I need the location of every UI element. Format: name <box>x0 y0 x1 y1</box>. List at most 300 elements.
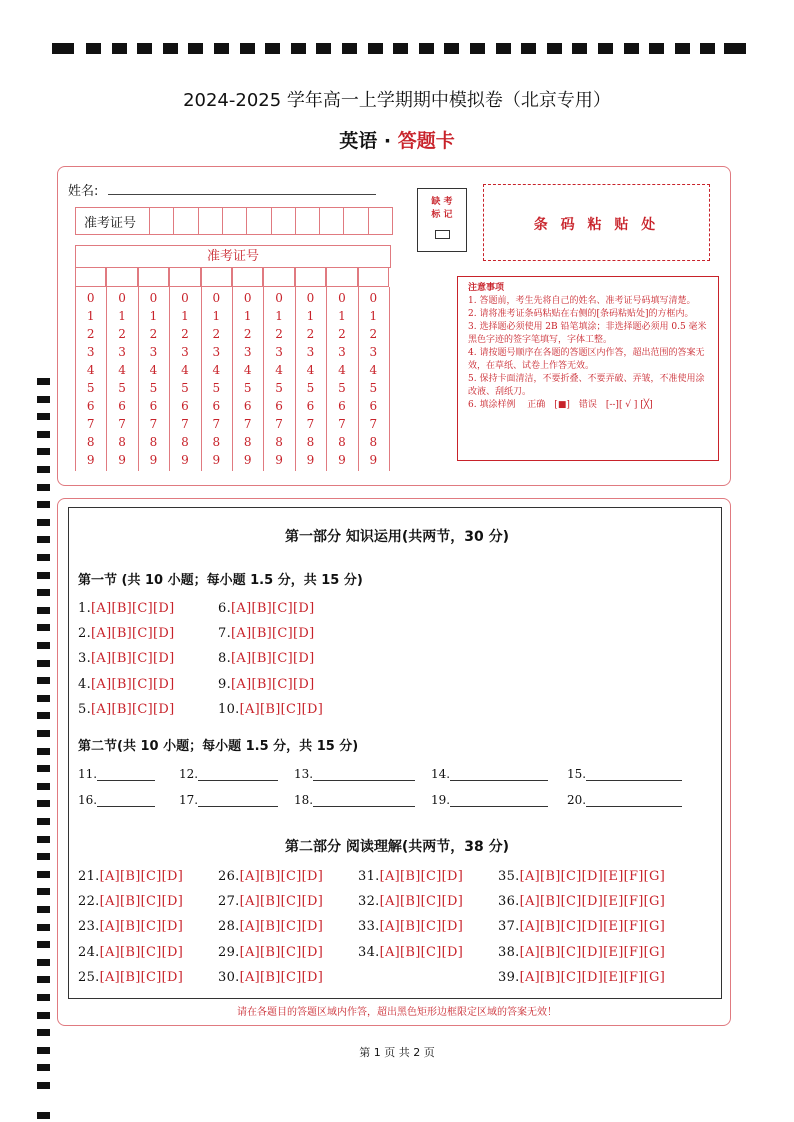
question-row <box>78 601 175 616</box>
question-row <box>78 869 183 884</box>
digit-bubble[interactable]: 3 <box>243 345 252 359</box>
digit-bubble[interactable]: 8 <box>243 435 252 449</box>
blank-line[interactable] <box>313 794 415 807</box>
alignment-mark <box>675 43 690 54</box>
digit-bubble[interactable]: 0 <box>243 291 252 305</box>
answer-options[interactable]: [A][B][C][D][E][F][G] <box>519 944 666 960</box>
question-row <box>78 702 175 717</box>
answer-options[interactable]: [A][B][C][D] <box>91 601 175 616</box>
blank-line[interactable] <box>198 794 278 807</box>
alignment-mark <box>624 43 639 54</box>
page-title: 2024-2025 学年高一上学期期中模拟卷（北京专用） <box>183 90 611 111</box>
digit-bubble[interactable]: 1 <box>212 309 221 323</box>
question-number: 26. <box>218 869 240 884</box>
alignment-mark <box>214 43 229 54</box>
digit-bubble[interactable]: 0 <box>118 291 126 305</box>
alignment-mark <box>724 43 746 54</box>
name-label: 姓名: <box>68 184 99 199</box>
digit-bubble[interactable]: 9 <box>181 453 189 467</box>
fill-blank <box>431 767 548 781</box>
alignment-mark <box>419 43 434 54</box>
digit-bubble[interactable]: 9 <box>118 453 126 467</box>
alignment-mark <box>188 43 203 54</box>
fill-blank <box>294 793 415 807</box>
blank-number: 19. <box>431 793 451 807</box>
exam-number-box[interactable] <box>198 208 223 234</box>
absent-label-2: 标 记 <box>431 210 453 220</box>
alignment-mark <box>700 43 715 54</box>
digit-bubble[interactable]: 2 <box>306 327 315 341</box>
alignment-mark <box>37 589 50 596</box>
digit-bubble[interactable]: 3 <box>369 345 378 359</box>
digit-bubble[interactable]: 5 <box>243 381 252 395</box>
digit-bubble[interactable]: 5 <box>181 381 189 395</box>
question-number: 37. <box>498 919 520 935</box>
digit-bubble[interactable]: 1 <box>86 309 95 323</box>
blank-number: 20. <box>567 793 587 807</box>
digit-bubble[interactable]: 8 <box>149 435 158 449</box>
digit-bubble[interactable]: 1 <box>306 309 315 323</box>
digit-bubble[interactable]: 4 <box>243 363 252 377</box>
notice-item: 5. 保持卡面清洁，不要折叠、不要弄破、弄皱，不准使用涂改液、刮纸刀。 <box>468 374 705 397</box>
alignment-mark <box>37 660 50 667</box>
question-row <box>498 970 665 985</box>
grid-column-input[interactable] <box>75 267 106 287</box>
digit-bubble[interactable]: 8 <box>338 435 346 449</box>
exam-number-grid <box>75 245 391 471</box>
digit-bubble[interactable]: 2 <box>118 327 126 341</box>
alignment-mark <box>112 43 127 54</box>
digit-bubble[interactable]: 7 <box>149 417 158 431</box>
alignment-mark <box>547 43 562 54</box>
alignment-mark <box>496 43 511 54</box>
digit-bubble[interactable]: 6 <box>212 399 221 413</box>
digit-bubble[interactable]: 5 <box>306 381 315 395</box>
digit-bubble[interactable]: 5 <box>86 381 95 395</box>
grid-column-input[interactable] <box>169 267 200 287</box>
top-alignment-marks <box>52 43 746 54</box>
grid-column-input[interactable] <box>358 267 389 287</box>
answer-options[interactable]: [A][B][C][D] <box>231 601 315 616</box>
alignment-mark <box>37 466 50 473</box>
alignment-mark <box>37 1064 50 1071</box>
answer-card-label: 答题卡 <box>397 130 455 152</box>
digit-bubble[interactable]: 7 <box>212 417 221 431</box>
alignment-mark <box>37 765 50 772</box>
question-row <box>218 894 323 909</box>
digit-bubble[interactable]: 7 <box>243 417 252 431</box>
answer-options[interactable]: [A][B][C][D] <box>91 651 175 667</box>
blank-number: 13. <box>294 767 314 781</box>
digit-bubble[interactable]: 3 <box>86 345 95 359</box>
blank-line[interactable] <box>586 794 682 807</box>
digit-bubble[interactable]: 0 <box>306 291 315 305</box>
digit-bubble[interactable]: 9 <box>306 453 315 467</box>
alignment-mark <box>444 43 459 54</box>
alignment-mark <box>37 800 50 807</box>
alignment-mark <box>37 624 50 631</box>
answer-options[interactable]: [A][B][C][D] <box>239 969 324 985</box>
digit-bubble[interactable]: 6 <box>243 399 252 413</box>
alignment-mark <box>37 994 50 1001</box>
question-number: 6. <box>218 601 232 616</box>
digit-bubble[interactable]: 1 <box>181 309 189 323</box>
answer-options[interactable]: [A][B][C][D][E][F][G] <box>519 919 666 935</box>
digit-bubble[interactable]: 0 <box>86 291 95 305</box>
alignment-mark <box>37 501 50 508</box>
alignment-mark <box>368 43 383 54</box>
digit-bubble[interactable]: 8 <box>118 435 126 449</box>
digit-bubble[interactable]: 1 <box>243 309 252 323</box>
exam-number-box[interactable] <box>319 208 344 234</box>
exam-number-row <box>75 207 393 235</box>
digit-bubble[interactable]: 3 <box>118 345 126 359</box>
question-number: 5. <box>78 701 92 717</box>
question-number: 24. <box>78 944 100 960</box>
digit-bubble[interactable]: 5 <box>212 381 221 395</box>
notice-item: 2. 请将准考证条码粘贴在右侧的[条码粘贴处]的方框内。 <box>468 309 694 319</box>
digit-bubble[interactable]: 8 <box>181 435 189 449</box>
digit-bubble[interactable]: 7 <box>338 417 346 431</box>
question-number: 8. <box>218 651 232 667</box>
alignment-mark <box>240 43 255 54</box>
answer-options[interactable]: [A][B][C][D] <box>239 944 324 960</box>
digit-bubble[interactable]: 4 <box>118 363 126 377</box>
digit-bubble[interactable]: 3 <box>306 345 315 359</box>
digit-bubble[interactable]: 2 <box>149 327 158 341</box>
digit-bubble[interactable]: 0 <box>369 291 378 305</box>
alignment-mark <box>37 976 50 983</box>
alignment-mark <box>598 43 613 54</box>
digit-bubble[interactable]: 0 <box>275 291 283 305</box>
fill-blank <box>431 793 548 807</box>
blank-line[interactable] <box>450 768 548 781</box>
grid-column-input[interactable] <box>263 267 294 287</box>
answer-options[interactable]: [A][B][C][D] <box>99 944 184 960</box>
digit-bubble[interactable]: 9 <box>369 453 378 467</box>
exam-number-box[interactable] <box>149 208 174 234</box>
question-number: 21. <box>78 869 100 884</box>
question-number: 25. <box>78 969 100 985</box>
digit-bubble[interactable]: 0 <box>212 291 221 305</box>
blank-line[interactable] <box>97 794 155 807</box>
blank-line[interactable] <box>313 768 415 781</box>
digit-bubble[interactable]: 3 <box>338 345 346 359</box>
question-number: 27. <box>218 894 240 910</box>
answer-options[interactable]: [A][B][C][D][E][F][G] <box>519 894 666 910</box>
part1-section2-title: 第二节(共 10 小题；每小题 1.5 分，共 15 分) <box>78 739 359 754</box>
answer-options[interactable]: [A][B][C][D] <box>239 894 324 910</box>
alignment-mark <box>316 43 331 54</box>
question-number: 22. <box>78 894 100 910</box>
question-row <box>498 945 665 960</box>
alignment-mark <box>37 572 50 579</box>
fill-blank <box>179 767 278 781</box>
notice-item: 3. 选择题必须使用 2B 铅笔填涂；非选择题必须用 0.5 毫米黑色字迹的签字笔填写，字体工整。 <box>468 322 707 345</box>
grid-column-input[interactable] <box>232 267 263 287</box>
question-row <box>78 919 183 934</box>
question-number: 34. <box>358 944 380 960</box>
alignment-mark <box>37 607 50 614</box>
answer-options[interactable]: [A][B][C][D] <box>91 701 175 717</box>
blank-number: 12. <box>179 767 199 781</box>
page-number: 第 1 页 共 2 页 <box>359 1046 435 1059</box>
notice-item: 4. 请按题号顺序在各题的答题区内作答，超出范围的答案无效，在草纸、试卷上作答无效。 <box>468 348 705 371</box>
grid-column-input[interactable] <box>326 267 357 287</box>
digit-bubble[interactable]: 3 <box>149 345 158 359</box>
digit-bubble[interactable]: 9 <box>212 453 221 467</box>
question-row <box>218 626 315 641</box>
alignment-mark <box>37 748 50 755</box>
digit-bubble[interactable]: 8 <box>369 435 378 449</box>
question-row <box>358 869 463 884</box>
absent-mark-box <box>417 188 467 252</box>
alignment-mark <box>37 378 50 385</box>
subject-label: 英语 <box>339 130 378 152</box>
answer-options[interactable]: [A][B][C][D] <box>99 969 184 985</box>
digit-bubble[interactable]: 2 <box>338 327 346 341</box>
digit-bubble[interactable]: 2 <box>369 327 378 341</box>
digit-bubble[interactable]: 5 <box>369 381 378 395</box>
digit-bubble[interactable]: 5 <box>149 381 158 395</box>
digit-bubble[interactable]: 6 <box>149 399 158 413</box>
digit-bubble[interactable]: 8 <box>212 435 221 449</box>
digit-bubble[interactable]: 9 <box>149 453 158 467</box>
question-row <box>218 651 315 666</box>
digit-bubble[interactable]: 7 <box>369 417 378 431</box>
answer-options[interactable]: [A][B][C][D] <box>231 651 315 667</box>
digit-bubble[interactable]: 7 <box>118 417 126 431</box>
alignment-mark <box>137 43 152 54</box>
digit-bubble[interactable]: 8 <box>86 435 95 449</box>
alignment-mark <box>37 677 50 684</box>
blank-number: 11. <box>78 767 98 781</box>
alignment-mark <box>572 43 587 54</box>
fill-blank <box>294 767 415 781</box>
digit-bubble[interactable]: 1 <box>338 309 346 323</box>
question-number: 31. <box>358 869 380 884</box>
answer-options[interactable]: [A][B][C][D] <box>379 869 464 884</box>
exam-number-box[interactable] <box>271 208 296 234</box>
blank-number: 15. <box>567 767 587 781</box>
notice-item: 1. 答题前，考生先将自己的姓名、准考证号码填写清楚。 <box>468 296 696 306</box>
blank-number: 18. <box>294 793 314 807</box>
alignment-mark <box>37 818 50 825</box>
question-number: 2. <box>78 626 92 642</box>
digit-bubble[interactable]: 7 <box>306 417 315 431</box>
digit-bubble[interactable]: 9 <box>86 453 95 467</box>
answer-options[interactable]: [A][B][C][D] <box>99 919 184 935</box>
alignment-mark <box>37 431 50 438</box>
alignment-mark <box>37 1029 50 1036</box>
question-number: 29. <box>218 944 240 960</box>
digit-bubble[interactable]: 3 <box>275 345 283 359</box>
digit-bubble[interactable]: 1 <box>275 309 283 323</box>
question-number: 28. <box>218 919 240 935</box>
blank-number: 17. <box>179 793 199 807</box>
answer-options[interactable]: [A][B][C][D][E][F][G] <box>519 969 666 985</box>
exam-number-box[interactable] <box>368 208 393 234</box>
grid-column-input[interactable] <box>106 267 137 287</box>
question-number: 35. <box>498 869 520 884</box>
alignment-mark <box>37 906 50 913</box>
question-row <box>218 677 315 692</box>
digit-bubble[interactable]: 9 <box>243 453 252 467</box>
question-row <box>358 945 463 960</box>
answer-options[interactable]: [A][B][C][D] <box>379 894 464 910</box>
digit-bubble[interactable]: 3 <box>181 345 189 359</box>
exam-number-label: 准考证号 <box>84 216 137 231</box>
question-number: 39. <box>498 969 520 985</box>
digit-bubble[interactable]: 6 <box>306 399 315 413</box>
answer-options[interactable]: [A][B][C][D] <box>91 676 175 692</box>
alignment-mark <box>163 43 178 54</box>
blank-line[interactable] <box>97 768 155 781</box>
alignment-mark <box>291 43 306 54</box>
answer-options[interactable]: [A][B][C][D] <box>91 626 175 642</box>
digit-bubble[interactable]: 8 <box>275 435 283 449</box>
blank-line[interactable] <box>586 768 682 781</box>
fill-blank <box>78 793 155 807</box>
fill-blank <box>567 767 682 781</box>
alignment-mark <box>521 43 536 54</box>
question-number: 33. <box>358 919 380 935</box>
question-number: 36. <box>498 894 520 910</box>
answer-options[interactable]: [A][B][C][D] <box>231 626 315 642</box>
digit-bubble[interactable]: 2 <box>275 327 283 341</box>
question-number: 7. <box>218 626 232 642</box>
answer-options[interactable]: [A][B][C][D] <box>99 894 184 910</box>
alignment-mark <box>37 642 50 649</box>
absent-checkbox[interactable] <box>435 230 450 239</box>
alignment-mark <box>37 1112 50 1119</box>
digit-bubble[interactable]: 4 <box>369 363 378 377</box>
digit-bubble[interactable]: 6 <box>86 399 95 413</box>
digit-bubble[interactable]: 5 <box>118 381 126 395</box>
digit-bubble[interactable]: 0 <box>181 291 189 305</box>
digit-bubble[interactable]: 6 <box>118 399 126 413</box>
grid-column-input[interactable] <box>295 267 326 287</box>
blank-line[interactable] <box>450 794 548 807</box>
question-row <box>358 894 463 909</box>
exam-grid-title: 准考证号 <box>75 245 391 268</box>
blank-line[interactable] <box>198 768 278 781</box>
fill-blank <box>567 793 682 807</box>
barcode-label: 条 码 粘 贴 处 <box>533 217 660 233</box>
exam-number-box[interactable] <box>222 208 247 234</box>
question-row <box>218 970 323 985</box>
digit-bubble[interactable]: 7 <box>86 417 95 431</box>
answer-options[interactable]: [A][B][C][D] <box>231 676 315 692</box>
exam-number-box[interactable] <box>295 208 320 234</box>
digit-bubble[interactable]: 4 <box>275 363 283 377</box>
digit-bubble[interactable]: 2 <box>181 327 189 341</box>
question-number: 9. <box>218 676 232 692</box>
digit-bubble[interactable]: 4 <box>338 363 346 377</box>
digit-bubble[interactable]: 7 <box>181 417 189 431</box>
digit-bubble[interactable]: 3 <box>212 345 221 359</box>
digit-bubble[interactable]: 9 <box>338 453 346 467</box>
digit-bubble[interactable]: 2 <box>86 327 95 341</box>
digit-bubble[interactable]: 2 <box>212 327 221 341</box>
exam-number-box[interactable] <box>343 208 368 234</box>
answer-options[interactable]: [A][B][C][D] <box>239 701 324 717</box>
grid-column-input[interactable] <box>201 267 232 287</box>
answer-options[interactable]: [A][B][C][D][E][F][G] <box>519 869 666 884</box>
digit-bubble[interactable]: 8 <box>306 435 315 449</box>
question-row <box>78 626 175 641</box>
digit-bubble[interactable]: 5 <box>338 381 346 395</box>
name-field[interactable] <box>108 194 376 195</box>
alignment-mark <box>37 519 50 526</box>
question-number: 30. <box>218 969 240 985</box>
subtitle-dot: · <box>383 130 392 152</box>
digit-bubble[interactable]: 1 <box>369 309 378 323</box>
question-number: 1. <box>78 601 92 616</box>
alignment-mark <box>470 43 485 54</box>
digit-bubble[interactable]: 0 <box>338 291 346 305</box>
alignment-mark <box>37 484 50 491</box>
question-row <box>78 945 183 960</box>
exam-number-box[interactable] <box>173 208 198 234</box>
blank-number: 14. <box>431 767 451 781</box>
digit-bubble[interactable]: 1 <box>149 309 158 323</box>
digit-bubble[interactable]: 4 <box>149 363 158 377</box>
alignment-mark <box>86 43 101 54</box>
digit-bubble[interactable]: 6 <box>181 399 189 413</box>
digit-bubble[interactable]: 7 <box>275 417 283 431</box>
alignment-mark <box>37 1082 50 1089</box>
answer-options[interactable]: [A][B][C][D] <box>99 869 184 884</box>
question-row <box>218 601 315 616</box>
part2-title: 第二部分 阅读理解(共两节，38 分) <box>284 839 510 855</box>
alignment-mark <box>649 43 664 54</box>
alignment-mark <box>37 554 50 561</box>
answer-options[interactable]: [A][B][C][D] <box>379 919 464 935</box>
question-row <box>78 894 183 909</box>
digit-bubble[interactable]: 5 <box>275 381 283 395</box>
alignment-mark <box>37 924 50 931</box>
absent-label-1: 缺 考 <box>431 197 453 207</box>
digit-bubble[interactable]: 9 <box>275 453 283 467</box>
exam-number-box[interactable] <box>246 208 271 234</box>
alignment-mark <box>37 871 50 878</box>
question-row <box>218 919 323 934</box>
digit-bubble[interactable]: 1 <box>118 309 126 323</box>
digit-bubble[interactable]: 2 <box>243 327 252 341</box>
answer-options[interactable]: [A][B][C][D] <box>379 944 464 960</box>
question-row <box>358 919 463 934</box>
footer-warning: 请在各题目的答题区域内作答，超出黑色矩形边框限定区域的答案无效！ <box>237 1007 557 1018</box>
digit-bubble[interactable]: 4 <box>306 363 315 377</box>
answer-options[interactable]: [A][B][C][D] <box>239 869 324 884</box>
digit-bubble[interactable]: 4 <box>181 363 189 377</box>
alignment-mark <box>37 448 50 455</box>
blank-number: 16. <box>78 793 98 807</box>
question-row <box>498 894 665 909</box>
digit-bubble[interactable]: 4 <box>86 363 95 377</box>
question-number: 4. <box>78 676 92 692</box>
digit-bubble[interactable]: 4 <box>212 363 221 377</box>
digit-bubble[interactable]: 6 <box>369 399 378 413</box>
grid-column-line <box>389 287 390 471</box>
digit-bubble[interactable]: 0 <box>149 291 158 305</box>
digit-bubble[interactable]: 6 <box>338 399 346 413</box>
digit-bubble[interactable]: 6 <box>275 399 283 413</box>
grid-column-input[interactable] <box>138 267 169 287</box>
answer-options[interactable]: [A][B][C][D] <box>239 919 324 935</box>
question-row <box>78 651 175 666</box>
